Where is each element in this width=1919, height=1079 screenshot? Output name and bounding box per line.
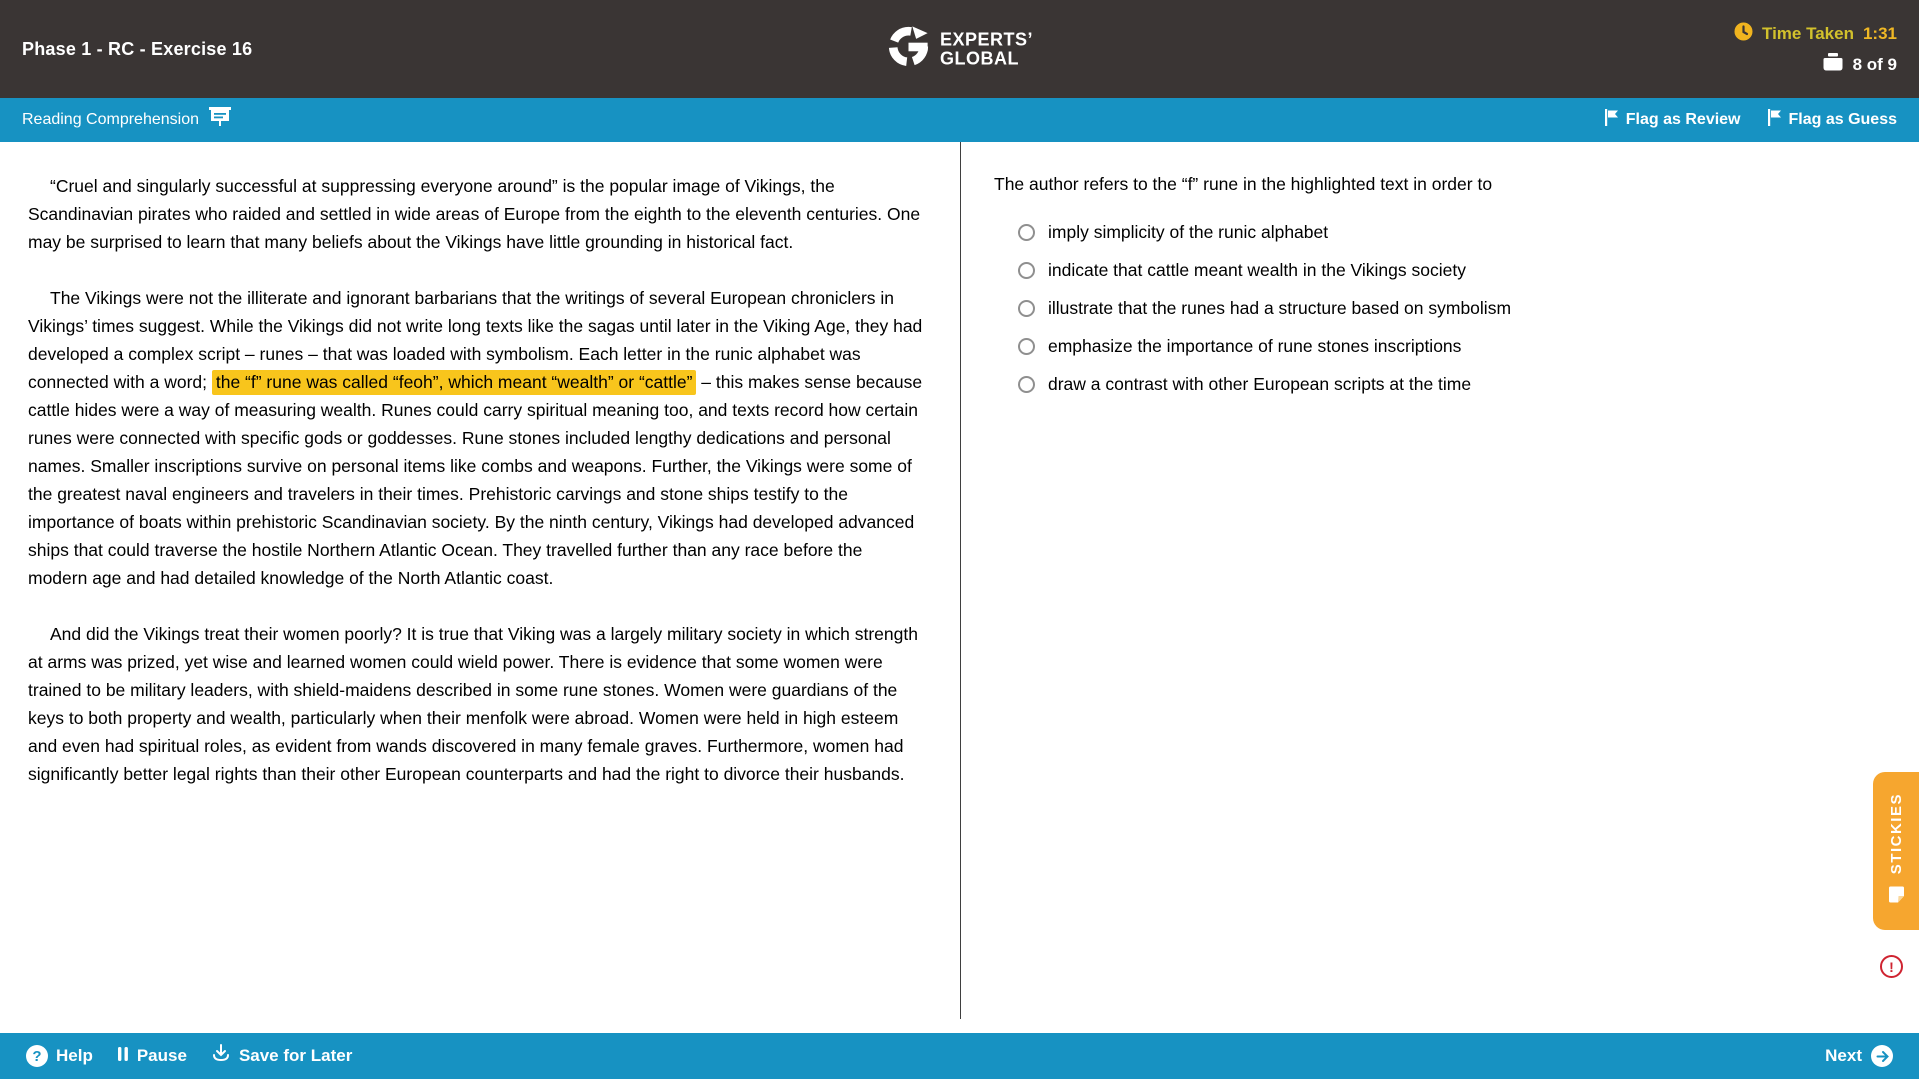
brand-logo	[886, 25, 1033, 74]
time-taken-row	[1734, 22, 1897, 46]
next-button[interactable]	[1825, 1045, 1893, 1067]
passage-p2-after-highlight: – this makes sense because cattle hides were a way of measuring wealth. Runes could carry spiritual meaning too, and texts record how certain runes were connected with specific gods or goddesses. Rune stones included lengthy dedications and personal names. Smaller inscriptions survive on personal items like combs and weapons. Further, the Vikings were some of the greatest naval engineers and travelers in their times. Prehistoric carvings and stone ships testify to the importance of boats within prehistoric Scandinavian society. By the ninth century, Vikings had developed advanced ships that could traverse the hostile Northern Atlantic Ocean. They travelled further than any race before the modern age and had detailed knowledge of the North Atlantic coast.	[28, 372, 923, 588]
passage-paragraph-2	[28, 284, 926, 592]
presentation-board-icon[interactable]	[209, 107, 231, 133]
question-stem: The author refers to the “f” rune in the highlighted text in order to	[994, 174, 1493, 194]
answer-option-label: illustrate that the runes had a structure based on symbolism	[1048, 298, 1512, 318]
pause-icon	[117, 1046, 129, 1067]
section-label: Reading Comprehension	[22, 111, 199, 128]
radio-button[interactable]	[1018, 224, 1035, 241]
pause-button[interactable]	[117, 1046, 187, 1067]
passage-paragraph-3: And did the Vikings treat their women poorly? It is true that Viking was a largely military society in which strength at arms was prized, yet wise and learned women could wield power. There is evidence that some women were trained to be military leaders, with shield-maidens described in some rune stones. Women were guardians of the keys to both property and wealth, particularly when their menfolk were abroad. Women were held in high esteem and even had spiritual roles, as evident from wands discovered in many female graves. Furthermore, women had significantly better legal rights than their other European counterparts and had the right to divorce their husbands.	[28, 624, 918, 784]
passage-highlighted-text: the “f” rune was called “feoh”, which meant “wealth” or “cattle”	[212, 370, 697, 395]
save-for-later-button[interactable]	[211, 1044, 352, 1068]
answer-option-4[interactable]	[1018, 336, 1879, 357]
flag-icon	[1604, 109, 1619, 131]
question-panel	[960, 142, 1919, 1033]
answer-option-5[interactable]	[1018, 374, 1879, 395]
answer-option-label: emphasize the importance of rune stones inscriptions	[1048, 336, 1462, 356]
brand-logo-text	[940, 30, 1033, 68]
answer-option-2[interactable]	[1018, 260, 1879, 281]
alert-glyph: !	[1889, 958, 1894, 975]
reading-passage	[28, 172, 926, 788]
passage-panel	[0, 142, 960, 1033]
passage-p2-before-highlight: The Vikings were not the illiterate and ignorant barbarians that the writings of several European chroniclers in Vikings’ times suggest. While the Vikings did not write long texts like the sagas until later in the Viking Age, they had developed a complex script – runes – that was loaded with symbolism. Each letter in the runic alphabet was connected with a word;	[28, 288, 923, 392]
help-button[interactable]	[26, 1045, 93, 1067]
help-icon: ?	[26, 1045, 48, 1067]
experts-global-logo-icon	[886, 25, 930, 74]
flag-as-guess-button[interactable]	[1767, 109, 1898, 131]
question-progress-row	[1822, 53, 1897, 76]
header-status-area	[1734, 22, 1919, 76]
flag-as-guess-label: Flag as Guess	[1788, 111, 1897, 128]
flag-buttons-group	[1604, 109, 1897, 131]
sticky-note-icon	[1887, 885, 1906, 909]
passage-paragraph-1: “Cruel and singularly successful at suppressing everyone around” is the popular image of Vikings, the Scandinavian pirates who raided and settled in wide areas of Europe from the eighth to the eleventh centuries. One may be surprised to learn that many beliefs about the Vikings have little grounding in historical fact.	[28, 176, 921, 252]
question-progress-text: 8 of 9	[1852, 54, 1897, 74]
pause-label: Pause	[136, 1046, 187, 1065]
section-label-group	[22, 107, 231, 133]
stickies-tab[interactable]	[1873, 772, 1919, 930]
radio-button[interactable]	[1018, 300, 1035, 317]
answer-option-label: draw a contrast with other European scripts at the time	[1048, 374, 1472, 394]
radio-button[interactable]	[1018, 376, 1035, 393]
next-label: Next	[1825, 1046, 1862, 1065]
radio-button[interactable]	[1018, 338, 1035, 355]
stickies-label: STICKIES	[1887, 793, 1905, 875]
answer-option-1[interactable]	[1018, 222, 1879, 243]
answer-options	[1018, 222, 1879, 395]
answer-option-label: indicate that cattle meant wealth in the Vikings society	[1048, 260, 1466, 280]
answer-option-3[interactable]	[1018, 298, 1879, 319]
flag-as-review-label: Flag as Review	[1625, 111, 1741, 128]
radio-button[interactable]	[1018, 262, 1035, 279]
panel-divider	[960, 142, 961, 1019]
main-content	[0, 142, 1919, 1033]
briefcase-icon	[1822, 53, 1844, 76]
help-label: Help	[56, 1046, 93, 1065]
clock-icon	[1734, 22, 1753, 46]
top-header-bar	[0, 0, 1919, 98]
flag-icon	[1767, 109, 1782, 131]
brand-logo-line2: GLOBAL	[939, 48, 1019, 68]
time-taken-value: 1:31	[1862, 24, 1897, 43]
answer-option-label: imply simplicity of the runic alphabet	[1048, 222, 1329, 242]
flag-as-review-button[interactable]	[1604, 109, 1741, 131]
brand-logo-line1: EXPERTS’	[939, 29, 1034, 49]
save-download-icon	[211, 1044, 231, 1068]
alert-exclamation-icon[interactable]	[1880, 955, 1903, 978]
section-nav-bar	[0, 98, 1919, 142]
next-arrow-icon	[1871, 1045, 1893, 1067]
exercise-title: Phase 1 - RC - Exercise 16	[22, 38, 253, 59]
save-for-later-label: Save for Later	[238, 1046, 353, 1065]
footer-toolbar	[0, 1033, 1919, 1079]
time-taken-label: Time Taken	[1762, 24, 1854, 43]
